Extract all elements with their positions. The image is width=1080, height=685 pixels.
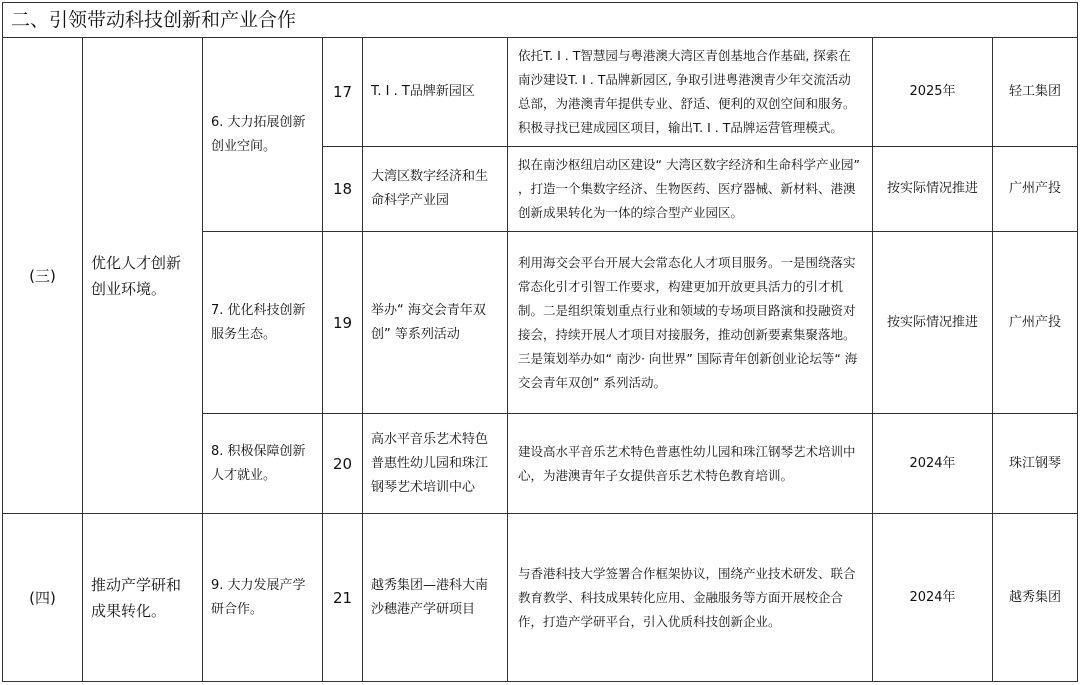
group-category: 优化人才创新创业环境。: [83, 38, 203, 514]
subcategory-label: 7. 优化科技创新服务生态。: [203, 232, 323, 414]
group-category: 推动产学研和成果转化。: [83, 514, 203, 682]
project-table: [2, 2, 1078, 682]
row-number: 17: [323, 38, 363, 147]
project-name: 高水平音乐艺术特色普惠性幼儿园和珠江钢琴艺术培训中心: [363, 414, 508, 514]
project-name: 举办“ 海交会青年双创” 等系列活动: [363, 232, 508, 414]
project-time: 按实际情况推进: [873, 147, 993, 232]
project-time: 按实际情况推进: [873, 232, 993, 414]
group-index: (四): [3, 514, 83, 682]
subcategory-label: 6. 大力拓展创新创业空间。: [203, 38, 323, 232]
section-title: 二、引领带动科技创新和产业合作: [3, 3, 1078, 38]
subcategory-label: 9. 大力发展产学研合作。: [203, 514, 323, 682]
row-number: 19: [323, 232, 363, 414]
responsible-unit: 广州产投: [993, 147, 1078, 232]
project-name: T. I . T品牌新园区: [363, 38, 508, 147]
project-content: 依托T. I . T智慧园与粤港澳大湾区青创基地合作基础, 探索在南沙建设T. I . T品牌新园区, 争取引进粤港澳青少年交流活动总部，为港澳青年提供专业、舒适、便利的双创空间和服务。积极寻找已建成园区项目，输出T. I . T品牌运营管理模式。: [508, 38, 873, 147]
responsible-unit: 广州产投: [993, 232, 1078, 414]
project-name: 大湾区数字经济和生命科学产业园: [363, 147, 508, 232]
project-time: 2024年: [873, 514, 993, 682]
project-content: 建设高水平音乐艺术特色普惠性幼儿园和珠江钢琴艺术培训中心，为港澳青年子女提供音乐艺术特色教育培训。: [508, 414, 873, 514]
project-time: 2024年: [873, 414, 993, 514]
project-content: 与香港科技大学签署合作框架协议，围绕产业技术研发、联合教育教学、科技成果转化应用、金融服务等方面开展校企合作，打造产学研平台，引入优质科技创新企业。: [508, 514, 873, 682]
responsible-unit: 轻工集团: [993, 38, 1078, 147]
responsible-unit: 珠江钢琴: [993, 414, 1078, 514]
project-time: 2025年: [873, 38, 993, 147]
subcategory-label: 8. 积极保障创新人才就业。: [203, 414, 323, 514]
project-name: 越秀集团—港科大南沙穗港产学研项目: [363, 514, 508, 682]
project-content: 利用海交会平台开展大会常态化人才项目服务。一是围绕落实常态化引才引智工作要求，构建更加开放更具活力的引才机制。二是组织策划重点行业和领域的专场项目路演和投融资对接会，持续开展人才项目对接服务，推动创新要素集聚落地。三是策划举办如“ 南沙· 向世界” 国际青年创新创业论坛等“ 海交会青年双创” 系列活动。: [508, 232, 873, 414]
project-content: 拟在南沙枢纽启动区建设“ 大湾区数字经济和生命科学产业园” ，打造一个集数字经济、生物医药、医疗器械、新材料、港澳创新成果转化为一体的综合型产业园区。: [508, 147, 873, 232]
row-number: 21: [323, 514, 363, 682]
group-index: (三): [3, 38, 83, 514]
row-number: 20: [323, 414, 363, 514]
responsible-unit: 越秀集团: [993, 514, 1078, 682]
row-number: 18: [323, 147, 363, 232]
